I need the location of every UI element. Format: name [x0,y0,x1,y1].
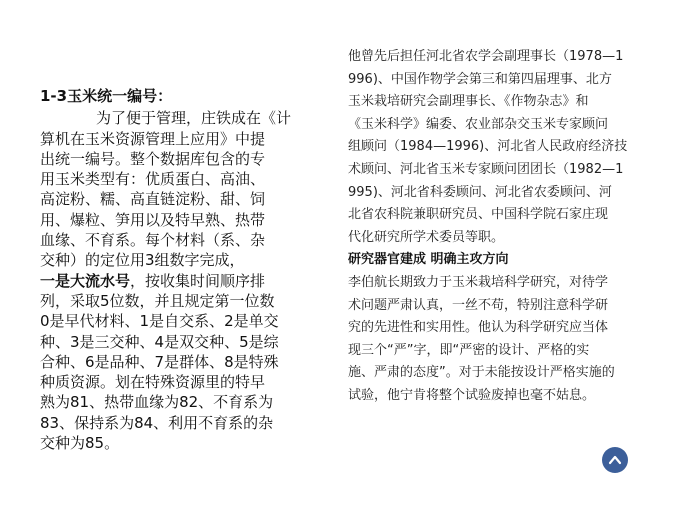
left-line: 血缘、不育系。每个材料（系、杂 [40,231,266,250]
scanned-line: 试验，他宁肯将整个试验废掉也毫不姑息。 [348,387,596,403]
scanned-text [348,46,678,408]
scanned-subheading: 研究器官建成 明确主攻方向 [348,252,509,268]
left-line: 种质资源。划在特殊资源里的特早 [40,373,266,392]
section-heading: 1-3玉米统一编号： [40,87,173,105]
scanned-line: 术顾问、河北省玉米专家顾问团团长（1982—1 [348,161,624,177]
scanned-line: 玉米栽培研究会副理事长、《作物杂志》和 [348,94,589,110]
left-line-text: 为了便于管理，庄铁成在《计 [96,109,292,128]
left-line: 熟为81、热带血缘为82、不育系为 [40,393,274,412]
left-line: 出统一编号。整个数据库包含的专 [40,149,266,168]
left-line-text: ，按收集时间顺序排 [130,271,266,290]
scanned-line: 995)、河北省科委顾问、河北省农委顾问、河 [348,184,612,200]
left-line [40,108,322,128]
chevron-up-icon [607,453,623,467]
left-line: 用玉米类型有：优质蛋白、高油、 [40,170,266,189]
scroll-up-icon[interactable] [602,447,628,473]
left-line [40,271,322,291]
left-line: 合种、6是品种、7是群体、8是特殊 [40,352,279,371]
scanned-line: 李伯航长期致力于玉米栽培科学研究，对待学 [348,274,609,290]
left-line: 种、3是三交种、4是双交种、5是综 [40,332,279,351]
left-line: 83、保持系为84、利用不育系的杂 [40,413,274,432]
left-line: 算机在玉米资源管理上应用》中提 [40,129,266,148]
scanned-line: 现三个“严”字，即“严密的设计、严格的实 [348,342,590,358]
scanned-line: 施、严肃的态度”。对于未能按设计严格实施的 [348,365,615,381]
emphasis-text: 一是大流水号 [40,271,131,290]
scanned-line: 代化研究所学术委员等职。 [348,229,505,245]
scanned-line: 北省农科院兼职研究员、中国科学院石家庄现 [348,207,609,223]
left-line: 交种）的定位用3组数字完成， [40,251,245,270]
left-line: 高淀粉、糯、高直链淀粉、甜、饲 [40,190,266,209]
left-text-block [40,86,322,453]
left-line: 0是早代材料、1是自交系、2是单交 [40,312,279,331]
scanned-page [340,46,690,517]
scanned-line: 组顾问（1984—1996)、河北省人民政府经济技 [348,139,628,155]
scanned-line: 他曾先后担任河北省农学会副理事长（1978—1 [348,49,624,64]
left-line: 列，采取5位数，并且规定第一位数 [40,291,275,310]
scanned-line: 术问题严肃认真，一丝不苟，特别注意科学研 [348,297,609,313]
scanned-line: 究的先进性和实用性。他认为科学研究应当体 [348,320,609,336]
scanned-line: 《玉米科学》编委、农业部杂交玉米专家顾问 [348,116,609,132]
left-line: 用、爆粒、笋用以及特早熟、热带 [40,210,266,229]
scanned-line: 996)、中国作物学会第三和第四届理事、北方 [348,71,612,87]
left-paragraph [40,108,322,453]
left-line: 交种为85。 [40,434,120,453]
